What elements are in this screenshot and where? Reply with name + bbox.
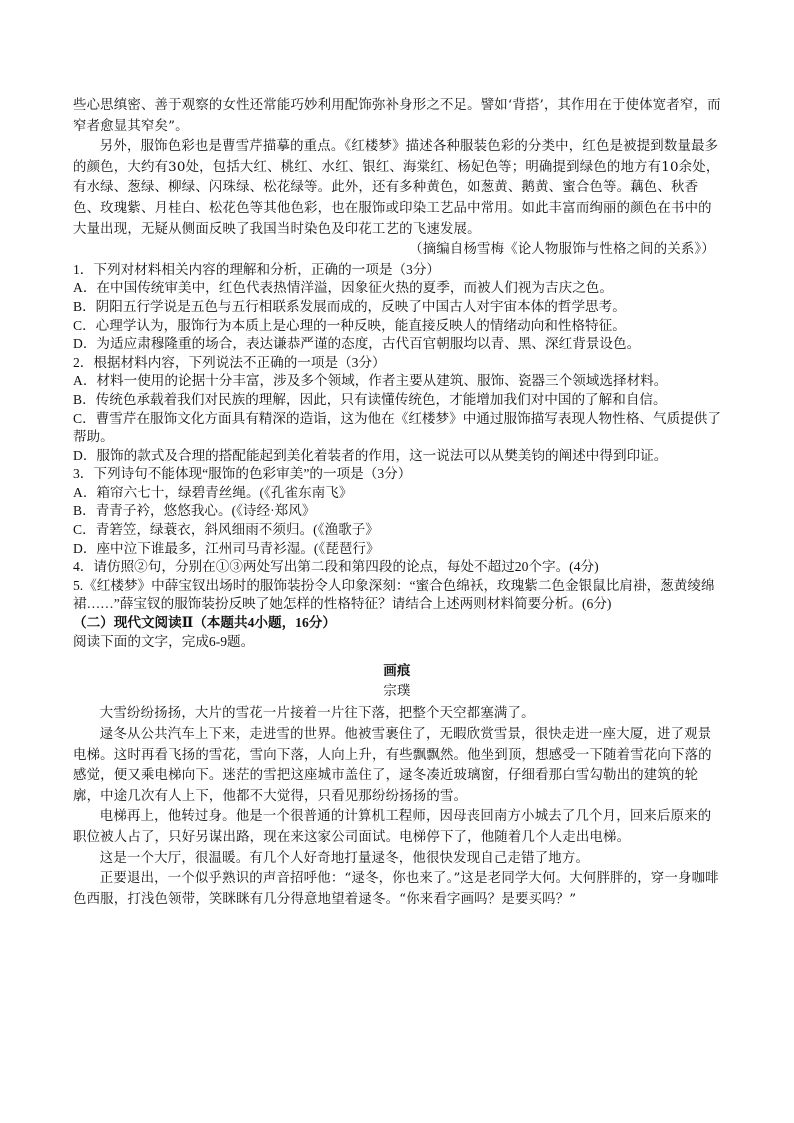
question-line: 4．请仿照②句，分别在①③两处写出第二段和第四段的论点，每处不超过20个字。(4分) bbox=[73, 559, 599, 575]
story-paragraph: 大雪纷纷扬扬，大片的雪花一片接着一片往下落，把整个天空都塞满了。 bbox=[99, 706, 535, 722]
question-option: C．青箬笠，绿蓑衣，斜风细雨不须归。(《渔歌子》 bbox=[73, 522, 379, 538]
question-option: D．服饰的款式及合理的搭配能起到美化着装者的作用，这一说法可以从樊美钧的阐述中得到印证。 bbox=[73, 447, 668, 463]
source-citation: （摘编自杨雪梅《论人物服饰与性格之间的关系》） bbox=[409, 242, 715, 258]
reading-instruction: 阅读下面的文字，完成6-9题。 bbox=[73, 633, 255, 649]
question-option: A．箱帘六七十，绿碧青丝绳。(《孔雀东南飞》 bbox=[73, 484, 353, 500]
story-paragraph: 电梯再上，他转过身。他是一个很普通的计算机工程师，因母丧回南方小城去了几个月，回来后原来的职位被人占了，只好另谋出路，现在来这家公司面试。电梯停下了，他随着几个人走出电梯。 bbox=[73, 809, 712, 845]
question-option: B．阴阳五行学说是五色与五行相联系发展而成的，反映了中国古人对宇宙本体的哲学思考。 bbox=[73, 298, 626, 314]
story-paragraph: 这是一个大厅，很温暖。有几个人好奇地打量逯冬，他很快发现自己走错了地方。 bbox=[99, 850, 590, 866]
question-option: A．在中国传统审美中，红色代表热情洋溢，因象征火热的夏季，而被人们视为吉庆之色。 bbox=[73, 280, 613, 296]
story-paragraph: 正要退出，一个似乎熟识的声音招呼他：“逯冬，你也来了。”这是老同学大何。大何胖胖的，穿一身咖啡色西服，打浅色领带，笑眯眯有几分得意地望着逯冬。“你来看字画吗？是要买吗？” bbox=[73, 871, 719, 907]
question-option: D．为适应肃穆隆重的场合，表达谦恭严谨的态度，古代百官朝服均以青、黑、深红背景设色。 bbox=[73, 336, 641, 352]
question-list bbox=[73, 261, 721, 614]
story-author: 宗璞 bbox=[383, 683, 411, 699]
question-line: 5.《红楼梦》中薛宝钗出场时的服饰装扮令人印象深刻：“蜜合色绵袄，玫瑰紫二色金银鼠比肩褂，葱黄绫绵裙……”薛宝钗的服饰装扮反映了她怎样的性格特征？请结合上述两则材料简要分析。(6分) bbox=[73, 577, 715, 612]
question-option: B．青青子衿，悠悠我心。(《诗经·郑风》 bbox=[73, 503, 316, 519]
material-paragraph: 另外，服饰色彩也是曹雪芹描摹的重点。《红楼梦》描述各种服装色彩的分类中，红色是被提到数量最多的颜色，大约有30处，包括大红、桃红、水红、银红、海棠红、杨妃色等；明确提到绿色的地方有10余处，有水绿、葱绿、柳绿、闪珠绿、松花绿等。此外，还有多种黄色，如葱黄、鹅黄、蜜合色等。藕色、秋香色、玫瑰紫、月桂白、松花色等其他色彩，也在服饰或印染工艺品中常用。如此丰富而绚丽的颜色在书中的大量出现，无疑从侧面反映了我国当时染色及印花工艺的飞速发展。 bbox=[73, 139, 720, 237]
story-paragraph: 逯冬从公共汽车上下来，走进雪的世界。他被雪裹住了，无暇欣赏雪景，很快走进一座大厦，进了观景电梯。这时再看飞扬的雪花，雪向下落，人向上升，有些飘飘然。他坐到顶，想感受一下随着雪花向下落的感觉，便又乘电梯向下。迷茫的雪把这座城市盖住了，逯冬凑近玻璃窗，仔细看那白雪勾勒出的建筑的轮廓，中途几次有人上下，他都不大觉得，只看见那纷纷扬扬的雪。 bbox=[73, 727, 712, 804]
question-option: A．材料一使用的论据十分丰富，涉及多个领域，作者主要从建筑、服饰、瓷器三个领域选择材料。 bbox=[73, 373, 668, 389]
question-line: 3．下列诗句不能体现“服饰的色彩审美”的一项是（3分） bbox=[73, 466, 412, 482]
question-option: B．传统色承载着我们对民族的理解，因此，只有读懂传统色，才能增加我们对中国的了解和自信。 bbox=[73, 391, 667, 407]
section-heading: （二）现代文阅读Ⅱ（本题共4小题，16分） bbox=[73, 615, 336, 631]
story-title: 画痕 bbox=[383, 663, 411, 680]
material-paragraph: 些心思缜密、善于观察的女性还常能巧妙利用配饰弥补身形之不足。譬如‘背搭’，其作用在于使体宽者窄，而窄者愈显其窄矣”。 bbox=[73, 98, 721, 134]
question-option: C．心理学认为，服饰行为本质上是心理的一种反映，能直接反映人的情绪动向和性格特征。 bbox=[73, 317, 626, 333]
question-line: 1．下列对材料相关内容的理解和分析，正确的一项是（3分） bbox=[73, 261, 441, 277]
question-option: D．座中泣下谁最多，江州司马青衫湿。(《琵琶行》 bbox=[73, 540, 380, 556]
material-excerpt bbox=[73, 96, 721, 261]
story bbox=[73, 661, 721, 910]
question-option: C．曹雪芹在服饰文化方面具有精深的造诣，这为他在《红楼梦》中通过服饰描写表现人物性格、气质提供了帮助。 bbox=[73, 410, 721, 445]
question-line: 2．根据材料内容，下列说法不正确的一项是（3分） bbox=[73, 354, 386, 370]
